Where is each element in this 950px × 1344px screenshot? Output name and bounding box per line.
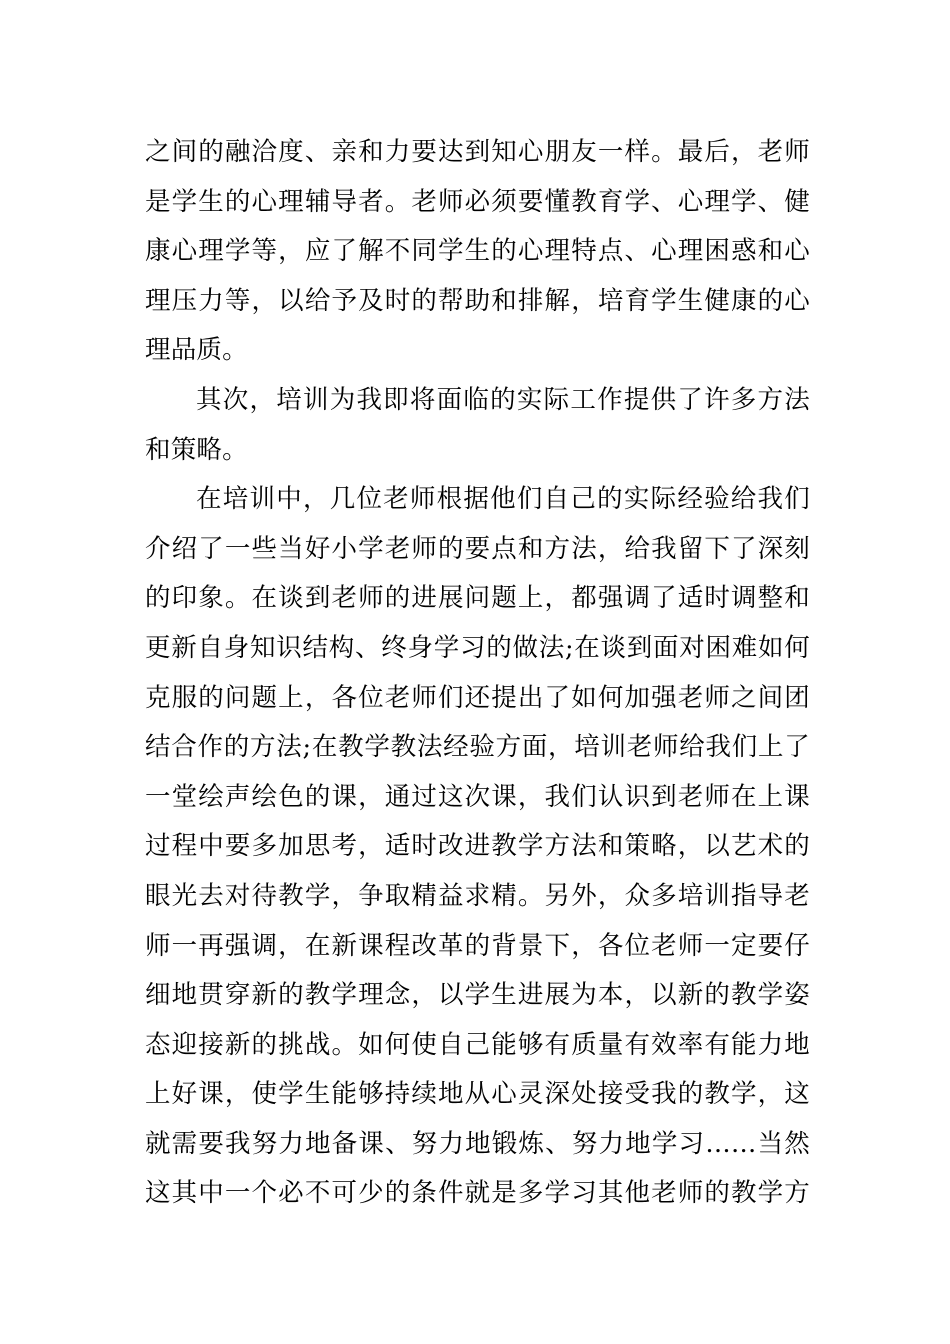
- text-line: 上好课，使学生能够持续地从心灵深处接受我的教学，这: [145, 1079, 810, 1110]
- text-line: 理品质。: [145, 335, 248, 366]
- text-line: 眼光去对待教学，争取精益求精。另外，众多培训指导老: [145, 880, 810, 911]
- text-line: 结合作的方法;在教学教法经验方面，培训老师给我们上了: [145, 732, 810, 763]
- text-line: 师一再强调，在新课程改革的背景下，各位老师一定要仔: [145, 930, 810, 961]
- text-line: 理压力等，以给予及时的帮助和排解，培育学生健康的心: [145, 285, 810, 316]
- text-line: 态迎接新的挑战。如何使自己能够有质量有效率有能力地: [145, 1029, 810, 1060]
- text-line: 康心理学等，应了解不同学生的心理特点、心理困惑和心: [145, 236, 810, 267]
- text-line: 就需要我努力地备课、努力地锻炼、努力地学习……当然: [145, 1128, 810, 1159]
- text-line: 过程中要多加思考，适时改进教学方法和策略，以艺术的: [145, 831, 810, 862]
- text-line: 一堂绘声绘色的课，通过这次课，我们认识到老师在上课: [145, 781, 810, 812]
- text-line: 其次，培训为我即将面临的实际工作提供了许多方法: [196, 384, 810, 415]
- text-line: 之间的融洽度、亲和力要达到知心朋友一样。最后，老师: [145, 137, 810, 167]
- text-line: 介绍了一些当好小学老师的要点和方法，给我留下了深刻: [145, 533, 810, 564]
- body-text: [145, 128, 810, 1219]
- text-line: 克服的问题上，各位老师们还提出了如何加强老师之间团: [145, 682, 810, 713]
- text-line: 的印象。在谈到老师的进展问题上，都强调了适时调整和: [145, 583, 810, 614]
- text-line: 细地贯穿新的教学理念，以学生进展为本，以新的教学姿: [145, 980, 810, 1011]
- text-line: 和策略。: [145, 434, 248, 465]
- text-line: 在培训中，几位老师根据他们自己的实际经验给我们: [196, 484, 810, 515]
- text-line: 更新自身知识结构、终身学习的做法;在谈到面对困难如何: [145, 632, 810, 663]
- text-line: 这其中一个必不可少的条件就是多学习其他老师的教学方: [145, 1178, 810, 1209]
- text-line: 是学生的心理辅导者。老师必须要懂教育学、心理学、健: [145, 186, 810, 217]
